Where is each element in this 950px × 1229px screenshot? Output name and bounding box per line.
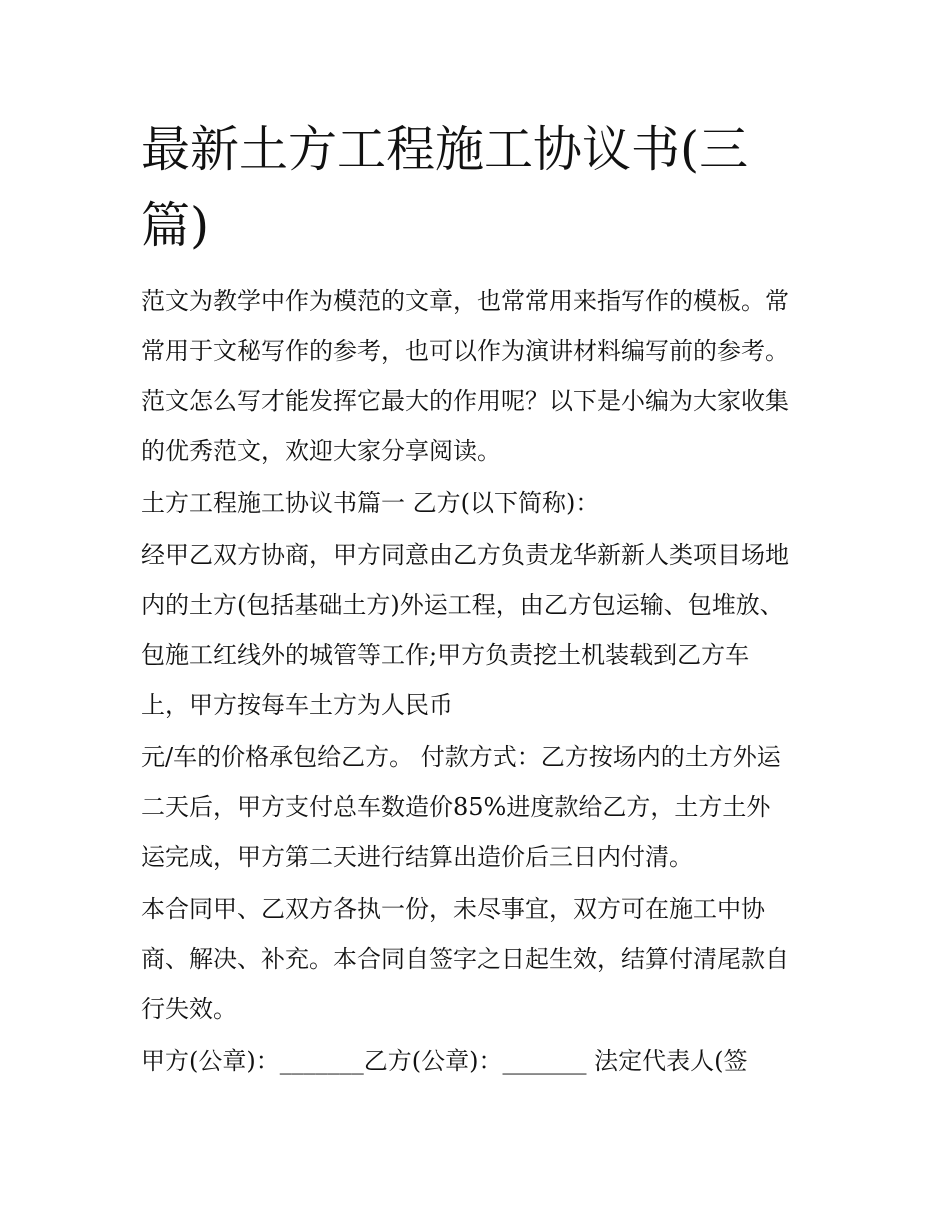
body-line-2: 常用于文秘写作的参考，也可以作为演讲材料编写前的参考。 <box>141 337 789 365</box>
body-line-14: 商、解决、补充。本合同自签字之日起生效，结算付清尾款自 <box>141 945 789 973</box>
body-line-11: 二天后，甲方支付总车数造价85%进度款给乙方，土方土外 <box>141 793 771 821</box>
signature-line: 甲方(公章)：_______乙方(公章)：_______ 法定代表人(签 <box>141 1047 748 1075</box>
body-line-13: 本合同甲、乙双方各执一份，未尽事宜，双方可在施工中协 <box>141 895 765 923</box>
body-line-1: 范文为教学中作为模范的文章，也常常用来指写作的模板。常 <box>141 287 789 315</box>
body-line-15: 行失效。 <box>141 995 237 1023</box>
body-line-3: 范文怎么写才能发挥它最大的作用呢？以下是小编为大家收集 <box>141 387 789 415</box>
body-line-9: 上，甲方按每车土方为人民币 <box>141 691 453 719</box>
body-line-6: 经甲乙双方协商，甲方同意由乙方负责龙华新新人类项目场地 <box>141 541 789 569</box>
body-line-4: 的优秀范文，欢迎大家分享阅读。 <box>141 437 501 465</box>
body-line-7: 内的土方(包括基础土方)外运工程，由乙方包运输、包堆放、 <box>141 591 784 619</box>
document-title: 最新土方工程施工协议书(三篇) <box>141 121 749 254</box>
body-line-8: 包施工红线外的城管等工作;甲方负责挖土机装载到乙方车 <box>141 641 750 669</box>
body-line-12: 运完成，甲方第二天进行结算出造价后三日内付清。 <box>141 843 693 871</box>
body-line-10: 元/车的价格承包给乙方。 付款方式：乙方按场内的土方外运 <box>141 743 781 771</box>
section-heading-line: 土方工程施工协议书篇一 乙方(以下简称)： <box>141 489 600 517</box>
